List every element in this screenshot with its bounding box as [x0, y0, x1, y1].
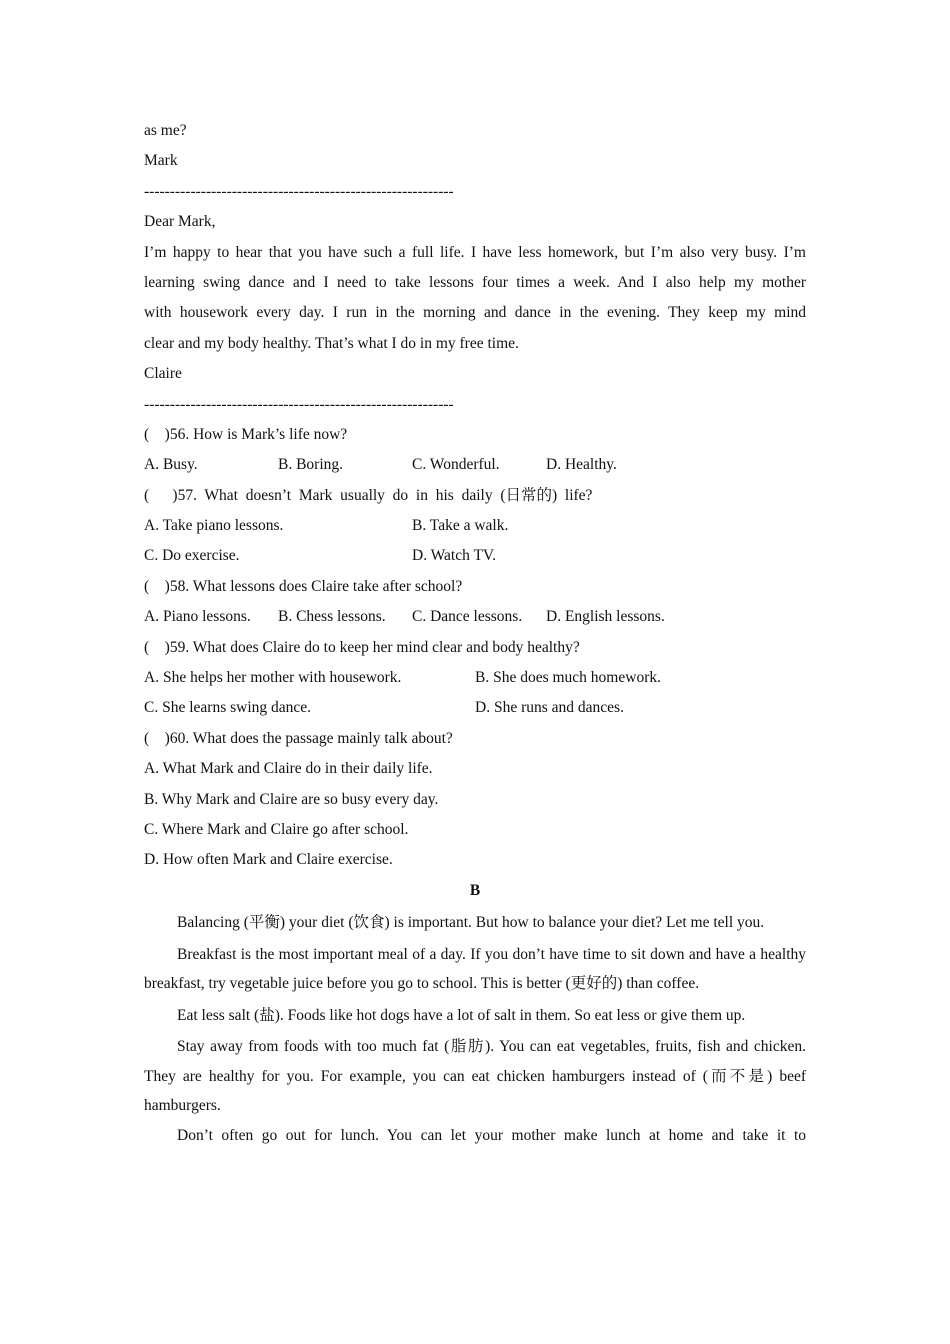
- section-b-paragraph: Stay away from foods with too much fat (脂肪). You can eat vegetables, fruits, fish and chicken. They are healthy for you. For example, you can eat chicken hamburgers instead of (而不是) beef hamburgers.: [144, 1038, 806, 1115]
- question-58-stem: ( )58. What lessons does Claire take after school?: [144, 577, 463, 595]
- letter2-line: with housework every day. I run in the morning and dance in the evening. They keep my mind: [144, 304, 806, 322]
- section-b-paragraph: Eat less salt (盐). Foods like hot dogs have a lot of salt in them. So eat less or give them up.: [177, 1006, 746, 1024]
- option-b: B. Why Mark and Claire are so busy every day.: [144, 790, 439, 808]
- question-57-stem: ( )57. What doesn’t Mark usually do in his daily (日常的) life?: [144, 486, 593, 504]
- letter2-line: clear and my body healthy. That’s what I do in my free time.: [144, 334, 519, 352]
- option-c: C. Do exercise.: [144, 547, 240, 565]
- section-b-paragraph: Balancing (平衡) your diet (饮食) is important. But how to balance your diet? Let me tell you.: [177, 914, 765, 932]
- letter1-tail: as me?: [144, 122, 187, 139]
- document-page: [144, 116, 806, 1150]
- option-c: C. Dance lessons.: [412, 608, 523, 626]
- question-59-stem: ( )59. What does Claire do to keep her mind clear and body healthy?: [144, 638, 580, 656]
- section-b-paragraph: Don’t often go out for lunch. You can let your mother make lunch at home and take it to: [177, 1126, 806, 1144]
- separator-line: ------------------------------------------------------------: [144, 395, 454, 413]
- option-a: A. What Mark and Claire do in their daily life.: [144, 760, 433, 778]
- question-59-options: [144, 693, 806, 723]
- option-d: D. English lessons.: [546, 608, 665, 626]
- option-d: D. Healthy.: [546, 456, 617, 474]
- question-57-options: [144, 541, 806, 571]
- option-a: A. Busy.: [144, 456, 198, 474]
- letter2-signature: Claire: [144, 365, 182, 383]
- letter1-signature: Mark: [144, 152, 178, 170]
- option-c: C. Wonderful.: [412, 456, 500, 474]
- question-56-stem: ( )56. How is Mark’s life now?: [144, 425, 348, 443]
- option-c: C. She learns swing dance.: [144, 699, 312, 717]
- letter2-line: I’m happy to hear that you have such a full life. I have less homework, but I’m also very busy. I’m: [144, 243, 806, 261]
- section-b-paragraph: Breakfast is the most important meal of a day. If you don’t have time to sit down and have a healthy breakfast, try vegetable juice before you go to school. This is better (更好的) than coffee.: [144, 945, 806, 993]
- letter2-line: learning swing dance and I need to take lessons four times a week. And I also help my mother: [144, 273, 806, 291]
- option-b: B. Chess lessons.: [278, 608, 386, 626]
- separator-line: ------------------------------------------------------------: [144, 182, 454, 200]
- section-b-heading: B: [469, 881, 481, 899]
- question-58-options: [144, 602, 806, 632]
- option-a: A. Piano lessons.: [144, 608, 251, 626]
- option-a: A. Take piano lessons.: [144, 517, 284, 535]
- question-57-options: [144, 511, 806, 541]
- option-b: B. Take a walk.: [412, 517, 509, 535]
- option-a: A. She helps her mother with housework.: [144, 669, 402, 687]
- letter2-greeting: Dear Mark,: [144, 213, 216, 231]
- question-56-options: [144, 450, 806, 480]
- question-60-stem: ( )60. What does the passage mainly talk about?: [144, 729, 453, 747]
- option-c: C. Where Mark and Claire go after school.: [144, 820, 409, 838]
- option-b: B. Boring.: [278, 456, 344, 474]
- option-b: B. She does much homework.: [475, 669, 661, 687]
- option-d: D. How often Mark and Claire exercise.: [144, 851, 393, 869]
- option-d: D. She runs and dances.: [475, 699, 624, 717]
- option-d: D. Watch TV.: [412, 547, 497, 565]
- question-59-options: [144, 663, 806, 693]
